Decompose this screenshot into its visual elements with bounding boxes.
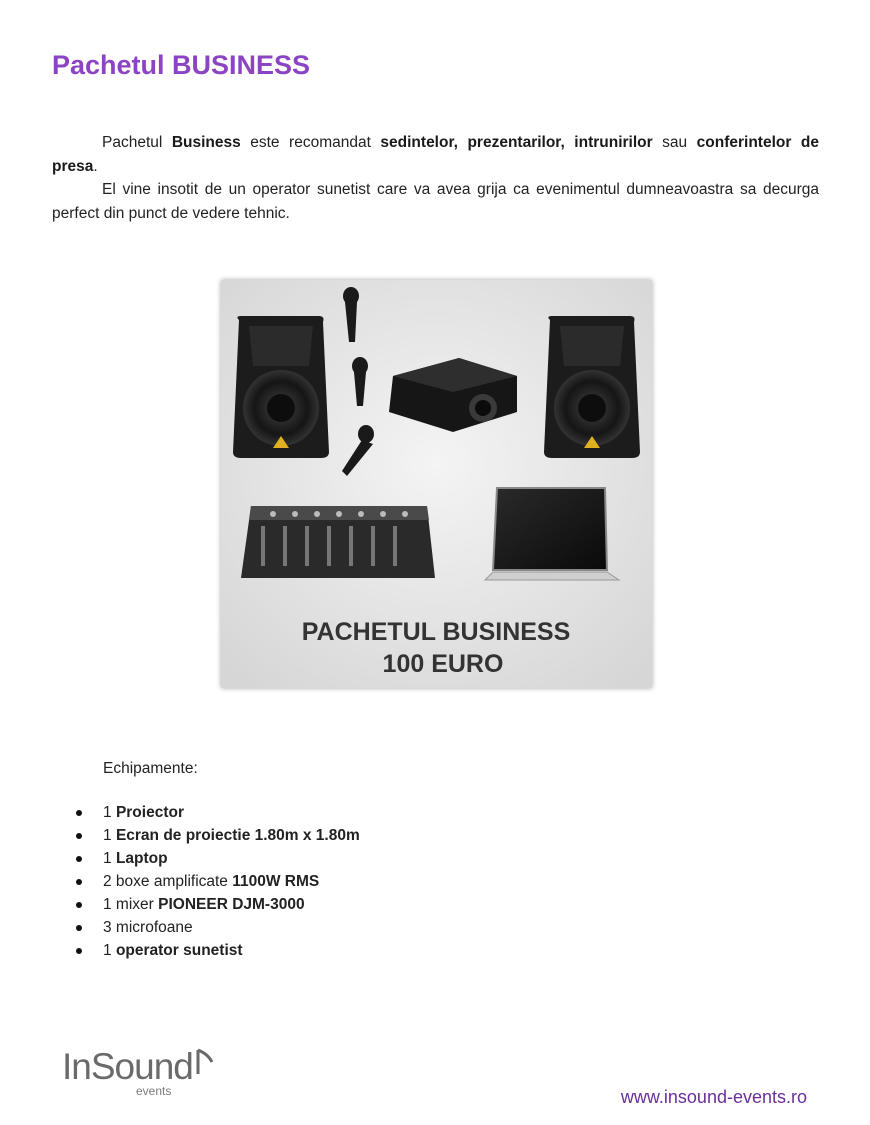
equipment-item bbox=[72, 847, 360, 870]
equipment-item-text: 1 bbox=[103, 827, 116, 844]
speaker-left-illustration bbox=[233, 316, 329, 458]
website-link[interactable]: www.insound-events.ro bbox=[620, 1087, 807, 1107]
speaker-right-illustration bbox=[544, 316, 640, 458]
logo-subtext: events bbox=[136, 1084, 172, 1098]
intro-text bbox=[52, 131, 819, 225]
intro-run: sedintelor, prezentarilor, intrunirilor bbox=[380, 134, 653, 151]
equipment-item-text: 3 microfoane bbox=[103, 919, 193, 936]
laptop-illustration bbox=[485, 488, 619, 580]
page-title: Pachetul BUSINESS bbox=[52, 50, 311, 80]
logo-text: InSound bbox=[62, 1046, 193, 1087]
equipment-heading: Echipamente: bbox=[103, 760, 198, 777]
equipment-item bbox=[72, 870, 360, 893]
intro-paragraph-1 bbox=[52, 131, 819, 178]
intro-paragraph-2: El vine insotit de un operator sunetist care va avea grija ca evenimentul dumneavoastra sa decurga perfect din punct de vedere tehnic. bbox=[52, 181, 819, 222]
intro-run: este recomandat bbox=[240, 134, 381, 151]
equipment-item-text: 1 mixer bbox=[103, 896, 159, 913]
equipment-item-text: 1 bbox=[103, 850, 116, 867]
equipment-item-text: 1 bbox=[103, 804, 116, 821]
music-note-icon bbox=[194, 1048, 216, 1082]
equipment-item-text: Ecran de proiectie 1.80m x 1.80m bbox=[115, 827, 360, 844]
equipment-item-text: 1 bbox=[103, 942, 116, 959]
equipment-item-text: PIONEER DJM-3000 bbox=[158, 896, 305, 913]
intro-run: sau bbox=[652, 134, 697, 151]
intro-run: . bbox=[93, 157, 98, 175]
equipment-item bbox=[72, 824, 360, 847]
mixer-illustration bbox=[241, 506, 435, 578]
equipment-item bbox=[72, 893, 360, 916]
equipment-item-text: operator sunetist bbox=[115, 942, 243, 959]
insound-logo bbox=[62, 1046, 222, 1102]
equipment-item bbox=[72, 916, 360, 939]
intro-run: Pachetul bbox=[102, 134, 172, 151]
package-image bbox=[221, 280, 652, 688]
image-caption-line-2: 100 EURO bbox=[382, 650, 504, 678]
intro-run: conferintelor de presa bbox=[52, 134, 819, 175]
equipment-item-text: Laptop bbox=[115, 850, 168, 867]
equipment-item-text: 1100W RMS bbox=[232, 873, 320, 890]
equipment-list bbox=[72, 801, 360, 962]
equipment-item bbox=[72, 801, 360, 824]
image-caption-line-1: PACHETUL BUSINESS bbox=[301, 618, 571, 646]
equipment-item-text: 2 boxe amplificate bbox=[103, 873, 233, 890]
equipment-item bbox=[72, 939, 360, 962]
intro-run: Business bbox=[171, 134, 241, 151]
equipment-item-text: Proiector bbox=[115, 804, 184, 821]
